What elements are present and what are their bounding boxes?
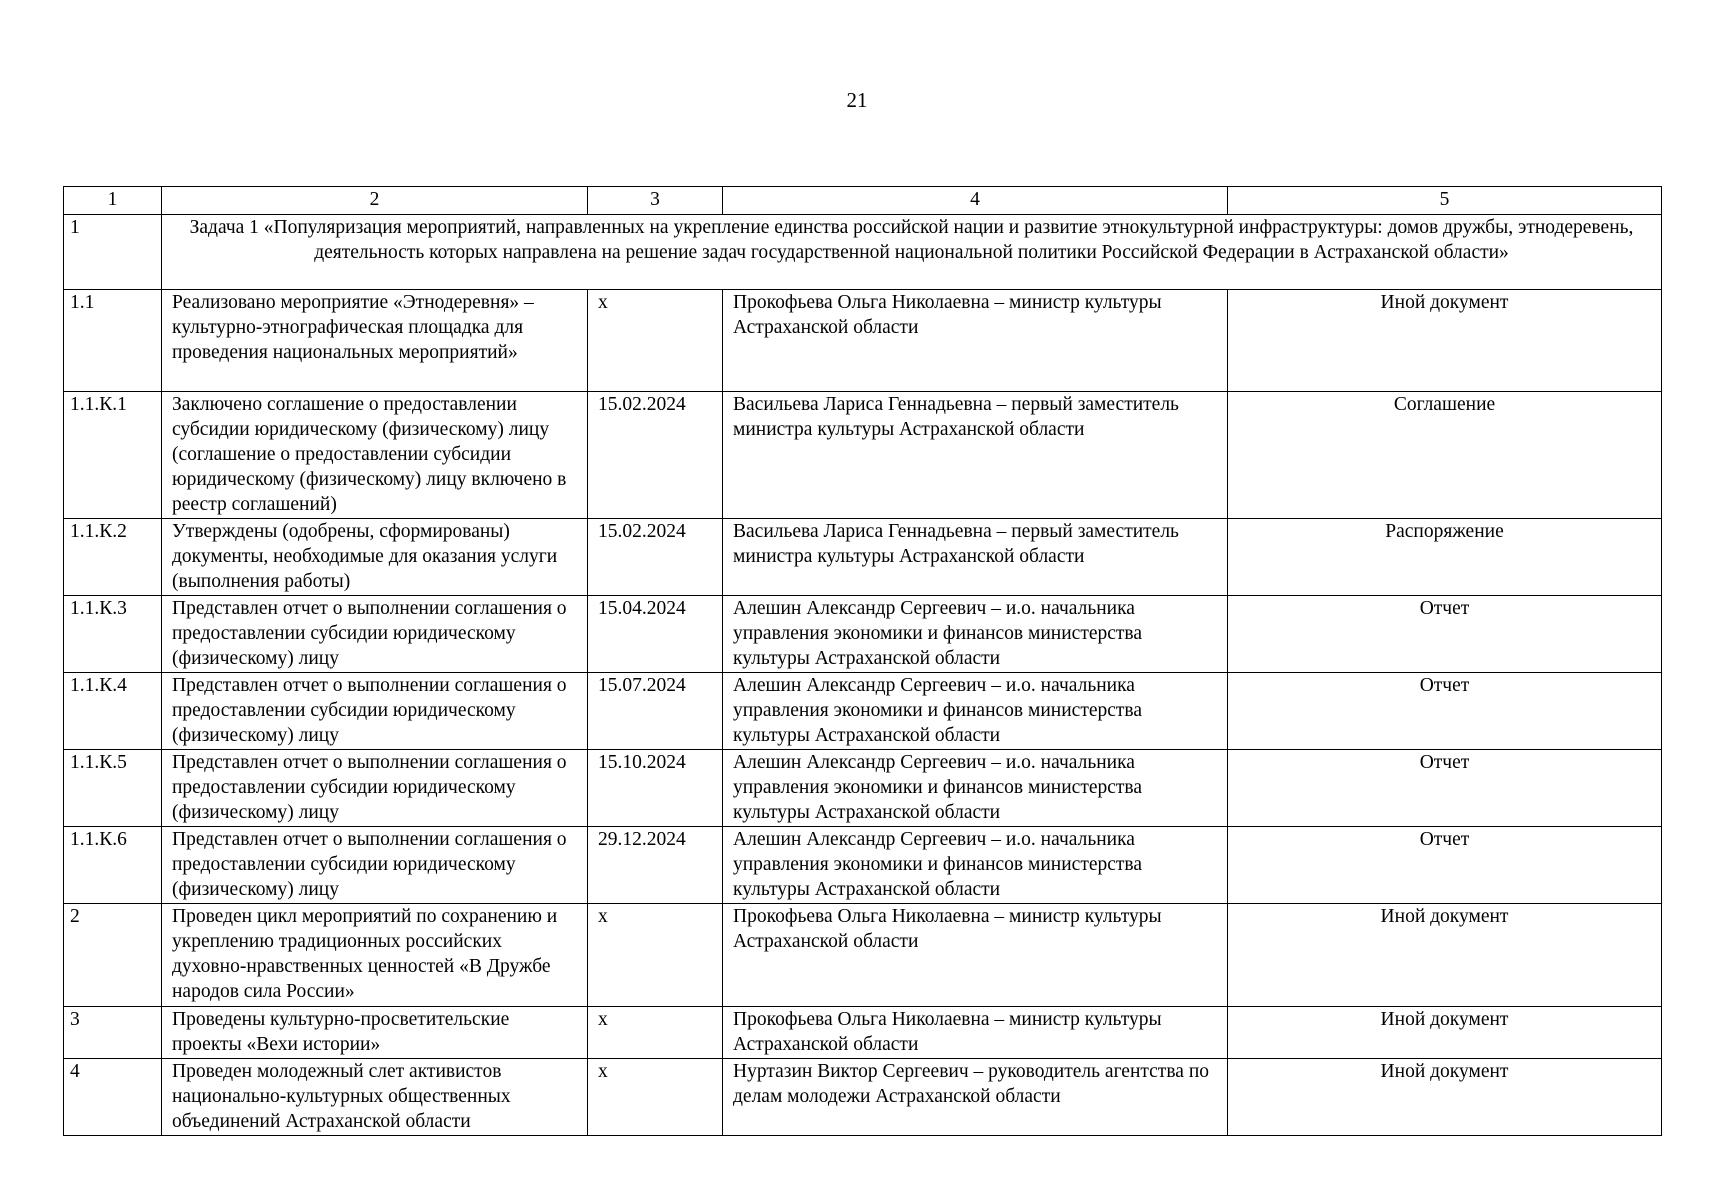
table-row [64,1007,1662,1059]
row-event: Проведен молодежный слет активистов национально-культурных общественных объединений Астраханской области [162,1059,588,1136]
row-document: Соглашение [1228,392,1662,519]
row-number: 4 [64,1059,162,1136]
table-row [64,596,1662,673]
row-responsible: Алешин Александр Сергеевич – и.о. начальника управления экономики и финансов министерства культуры Астраханской области [723,673,1228,750]
row-number: 1.1.К.3 [64,596,162,673]
row-date: 15.02.2024 [588,392,723,519]
row-date: 15.02.2024 [588,519,723,596]
row-document: Иной документ [1228,904,1662,1007]
row-responsible: Алешин Александр Сергеевич – и.о. начальника управления экономики и финансов министерства культуры Астраханской области [723,827,1228,904]
plan-table [63,186,1662,1136]
row-document: Отчет [1228,750,1662,827]
row-responsible: Васильева Лариса Геннадьевна – первый заместитель министра культуры Астраханской области [723,519,1228,596]
row-event: Утверждены (одобрены, сформированы) документы, необходимые для оказания услуги (выполнения работы) [162,519,588,596]
row-event: Представлен отчет о выполнении соглашения о предоставлении субсидии юридическому (физическому) лицу [162,596,588,673]
row-document: Отчет [1228,596,1662,673]
row-number: 1.1.К.5 [64,750,162,827]
row-number: 1.1.К.2 [64,519,162,596]
column-header: 4 [723,187,1228,215]
row-event: Представлен отчет о выполнении соглашения о предоставлении субсидии юридическому (физическому) лицу [162,827,588,904]
row-event: Представлен отчет о выполнении соглашения о предоставлении субсидии юридическому (физическому) лицу [162,673,588,750]
row-number: 1.1.К.1 [64,392,162,519]
row-number: 1.1.К.6 [64,827,162,904]
row-number: 3 [64,1007,162,1059]
row-event: Реализовано мероприятие «Этнодеревня» – культурно-этнографическая площадка для проведения национальных мероприятий» [162,290,588,392]
row-event: Представлен отчет о выполнении соглашения о предоставлении субсидии юридическому (физическому) лицу [162,750,588,827]
row-document: Отчет [1228,827,1662,904]
table-row [64,290,1662,392]
column-header: 3 [588,187,723,215]
table-row [64,750,1662,827]
row-document: Иной документ [1228,1007,1662,1059]
row-event: Проведены культурно-просветительские проекты «Вехи истории» [162,1007,588,1059]
table-row [64,392,1662,519]
row-responsible: Васильева Лариса Геннадьевна – первый заместитель министра культуры Астраханской области [723,392,1228,519]
task-number: 1 [64,215,162,290]
row-number: 1.1.К.4 [64,673,162,750]
table-row [64,1059,1662,1136]
row-event: Проведен цикл мероприятий по сохранению и укреплению традиционных российских духовно-нравственных ценностей «В Дружбе народов сила России» [162,904,588,1007]
row-document: Иной документ [1228,1059,1662,1136]
row-responsible: Алешин Александр Сергеевич – и.о. начальника управления экономики и финансов министерства культуры Астраханской области [723,596,1228,673]
table-row [64,827,1662,904]
row-event: Заключено соглашение о предоставлении субсидии юридическому (физическому) лицу (соглашение о предоставлении субсидии юридическому (физическому) лицу включено в реестр соглашений) [162,392,588,519]
row-document: Распоряжение [1228,519,1662,596]
row-date: 15.07.2024 [588,673,723,750]
row-number: 2 [64,904,162,1007]
row-responsible: Алешин Александр Сергеевич – и.о. начальника управления экономики и финансов министерства культуры Астраханской области [723,750,1228,827]
column-header: 1 [64,187,162,215]
row-responsible: Прокофьева Ольга Николаевна – министр культуры Астраханской области [723,1007,1228,1059]
table-row [64,519,1662,596]
row-date: x [588,1007,723,1059]
row-responsible: Прокофьева Ольга Николаевна – министр культуры Астраханской области [723,904,1228,1007]
task-row [64,215,1662,290]
row-date: x [588,1059,723,1136]
row-document: Отчет [1228,673,1662,750]
table-row [64,673,1662,750]
table-row [64,904,1662,1007]
page-number: 21 [846,88,868,112]
row-date: x [588,290,723,392]
table-header-row [64,187,1662,215]
row-document: Иной документ [1228,290,1662,392]
row-date: x [588,904,723,1007]
column-header: 2 [162,187,588,215]
column-header: 5 [1228,187,1662,215]
row-number: 1.1 [64,290,162,392]
row-date: 29.12.2024 [588,827,723,904]
task-title: Задача 1 «Популяризация мероприятий, направленных на укрепление единства российской нации и развитие этнокультурной инфраструктуры: домов дружбы, этнодеревень, деятельность которых направлена на решение задач государственной национальной политики Российской Федерации в Астраханской области» [162,215,1662,290]
row-date: 15.04.2024 [588,596,723,673]
row-responsible: Нуртазин Виктор Сергеевич – руководитель агентства по делам молодежи Астраханской области [723,1059,1228,1136]
row-date: 15.10.2024 [588,750,723,827]
row-responsible: Прокофьева Ольга Николаевна – министр культуры Астраханской области [723,290,1228,392]
